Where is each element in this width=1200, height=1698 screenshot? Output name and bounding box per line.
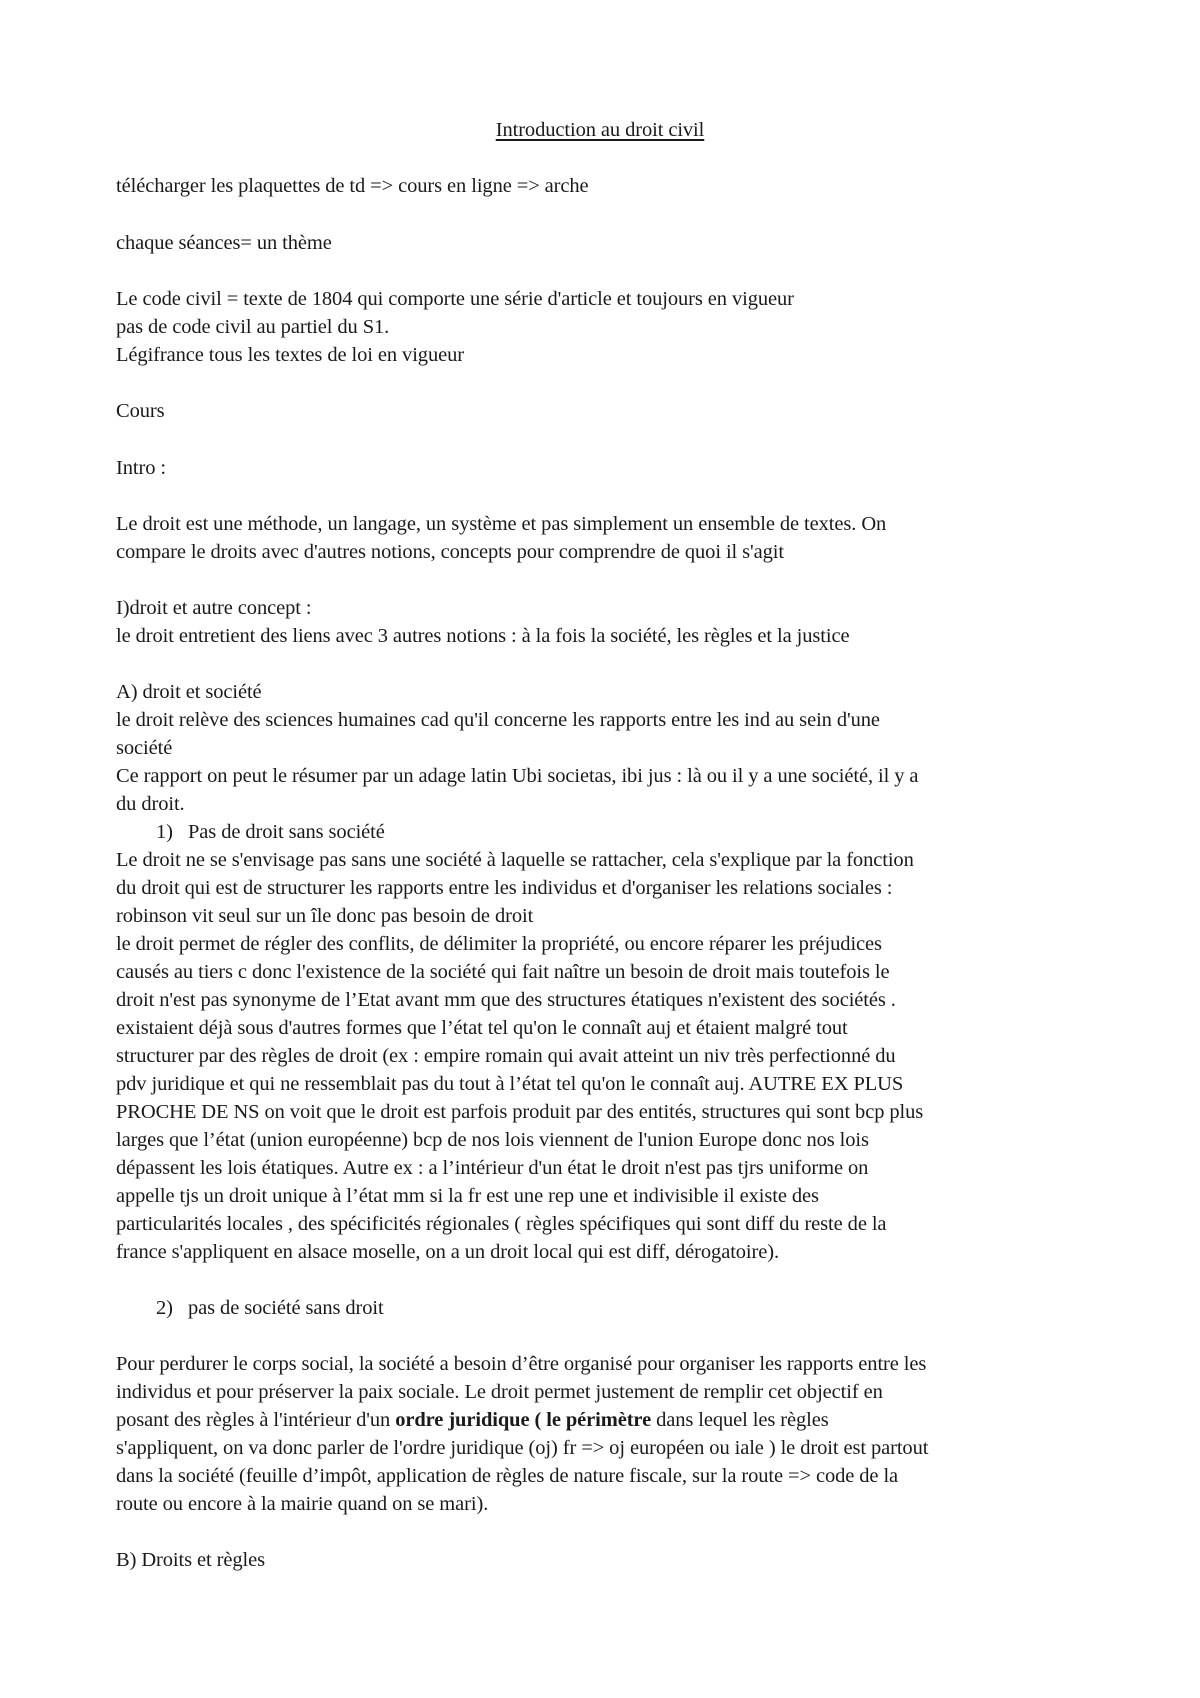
paragraph-line: Le droit est une méthode, un langage, un système et pas simplement un ensemble de textes. On xyxy=(116,513,887,535)
paragraph-line: existaient déjà sous d'autres formes que l’état tel qu'on le connaît auj et étaient malgré tout xyxy=(116,1017,848,1039)
text-run: dans lequel les règles xyxy=(651,1409,829,1431)
paragraph-line: individus et pour préserver la paix sociale. Le droit permet justement de remplir cet objectif en xyxy=(116,1381,883,1403)
document-title: Introduction au droit civil xyxy=(495,119,705,141)
paragraph-line: Légifrance tous les textes de loi en vigueur xyxy=(116,344,464,366)
paragraph-line: le droit permet de régler des conflits, de délimiter la propriété, ou encore réparer les préjudices xyxy=(116,933,882,955)
paragraph-line: pdv juridique et qui ne ressemblait pas du tout à l’état tel qu'on le connaît auj. AUTRE EX PLUS xyxy=(116,1073,904,1095)
paragraph-line: Le code civil = texte de 1804 qui comporte une série d'article et toujours en vigueur xyxy=(116,288,794,310)
paragraph-line: PROCHE DE NS on voit que le droit est parfois produit par des entités, structures qui sont bcp plus xyxy=(116,1101,924,1123)
subsection-heading: A) droit et société xyxy=(116,681,262,703)
heading-intro: Intro : xyxy=(116,457,166,479)
heading-cours: Cours xyxy=(116,400,165,422)
paragraph-line: pas de code civil au partiel du S1. xyxy=(116,316,390,338)
paragraph-line xyxy=(116,1406,829,1434)
paragraph-line: route ou encore à la mairie quand on se mari). xyxy=(116,1493,489,1515)
paragraph-line: société xyxy=(116,737,173,759)
paragraph-line: le droit entretient des liens avec 3 autres notions : à la fois la société, les règles et la justice xyxy=(116,625,850,647)
list-item-label: Pas de droit sans société xyxy=(188,821,385,843)
paragraph-line: france s'appliquent en alsace moselle, on a un droit local qui est diff, dérogatoire). xyxy=(116,1241,780,1263)
paragraph-line: dépassent les lois étatiques. Autre ex : a l’intérieur d'un état le droit n'est pas tjrs uniforme on xyxy=(116,1157,869,1179)
text-run: posant des règles à l'intérieur d'un xyxy=(116,1409,396,1431)
paragraph-line: dans la société (feuille d’impôt, application de règles de nature fiscale, sur la route => code de la xyxy=(116,1465,899,1487)
paragraph-line: Pour perdurer le corps social, la société a besoin d’être organisé pour organiser les rapports entre les xyxy=(116,1353,927,1375)
paragraph-line: appelle tjs un droit unique à l’état mm si la fr est une rep une et indivisible il existe des xyxy=(116,1185,819,1207)
paragraph-line: causés au tiers c donc l'existence de la société qui fait naître un besoin de droit mais toutefois le xyxy=(116,961,890,983)
list-number: 1) xyxy=(156,821,173,843)
paragraph-line: chaque séances= un thème xyxy=(116,232,332,254)
paragraph-line: larges que l’état (union européenne) bcp de nos lois viennent de l'union Europe donc nos lois xyxy=(116,1129,869,1151)
paragraph-line: particularités locales , des spécificités régionales ( règles spécifiques qui sont diff du reste de la xyxy=(116,1213,887,1235)
paragraph-line: du droit qui est de structurer les rapports entre les individus et d'organiser les relations sociales : xyxy=(116,877,893,899)
subsection-heading: B) Droits et règles xyxy=(116,1549,265,1571)
paragraph-line: structurer par des règles de droit (ex : empire romain qui avait atteint un niv très perfectionné du xyxy=(116,1045,896,1067)
paragraph-line: le droit relève des sciences humaines cad qu'il concerne les rapports entre les ind au sein d'une xyxy=(116,709,880,731)
paragraph-line: compare le droits avec d'autres notions, concepts pour comprendre de quoi il s'agit xyxy=(116,541,784,563)
paragraph-line: Ce rapport on peut le résumer par un adage latin Ubi societas, ibi jus : là ou il y a une société, il y a xyxy=(116,765,919,787)
paragraph-line: du droit. xyxy=(116,793,185,815)
paragraph-line: droit n'est pas synonyme de l’Etat avant mm que des structures étatiques n'existent des sociétés . xyxy=(116,989,896,1011)
bold-term: ordre juridique ( le périmètre xyxy=(395,1409,652,1431)
paragraph-line: Le droit ne se s'envisage pas sans une société à laquelle se rattacher, cela s'explique par la fonction xyxy=(116,849,914,871)
paragraph-line: télécharger les plaquettes de td => cours en ligne => arche xyxy=(116,175,589,197)
list-item-label: pas de société sans droit xyxy=(188,1297,384,1319)
paragraph-line: s'appliquent, on va donc parler de l'ordre juridique (oj) fr => oj européen ou iale ) le droit est partout xyxy=(116,1437,929,1459)
paragraph-line: robinson vit seul sur un île donc pas besoin de droit xyxy=(116,905,534,927)
section-heading: I)droit et autre concept : xyxy=(116,597,312,619)
list-number: 2) xyxy=(156,1297,173,1319)
